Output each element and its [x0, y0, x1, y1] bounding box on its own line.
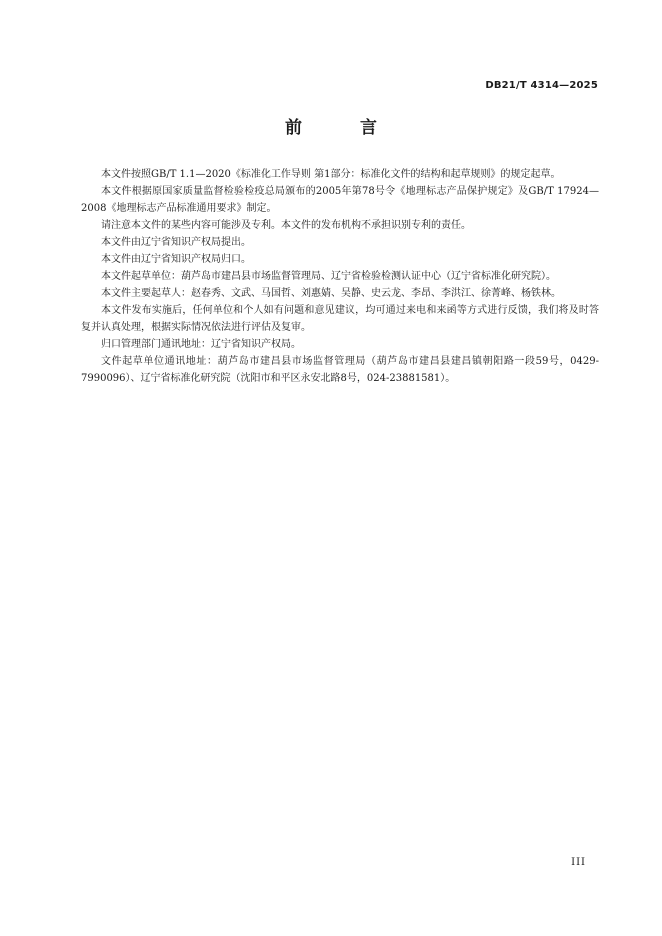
paragraph-centralized-by: 本文件由辽宁省知识产权局归口。 [101, 254, 251, 265]
paragraph-patent-notice: 请注意本文件的某些内容可能涉及专利。本文件的发布机构不承担识别专利的责任。 [101, 220, 471, 231]
paragraph-drafting-units: 本文件起草单位：葫芦岛市建昌县市场监督管理局、辽宁省检验检测认证中心（辽宁省标准化研究院）。 [101, 271, 556, 282]
paragraph-feedback: 本文件发布实施后，任何单位和个人如有问题和意见建议，均可通过来电和来函等方式进行反馈，我们将及时答复并认真处理，根据实际情况依法进行评估及复审。 [81, 305, 599, 333]
paragraph-basis: 本文件根据原国家质量监督检验检疫总局颁布的2005年第78号令《地理标志产品保护规定》及GB/T 17924—2008《地理标志产品标准通用要求》制定。 [81, 186, 599, 214]
document-code: DB21/T 4314—2025 [485, 80, 598, 91]
page-number: III [571, 857, 586, 868]
paragraph-drafters: 本文件主要起草人：赵春秀、文武、马国哲、刘惠婧、吴静、史云龙、李昂、李洪江、徐菁峰、杨铁林。 [101, 288, 561, 299]
paragraph-drafting-unit-address: 文件起草单位通讯地址：葫芦岛市建昌县市场监督管理局（葫芦岛市建昌县建昌镇朝阳路一段59号，0429-7990096）、辽宁省标准化研究院（沈阳市和平区永安北路8号，024-23881581）。 [81, 356, 599, 384]
foreword-body [81, 166, 599, 387]
paragraph-proposed-by: 本文件由辽宁省知识产权局提出。 [101, 237, 251, 248]
page-title: 前 言 [285, 118, 403, 138]
paragraph-drafting-rules: 本文件按照GB/T 1.1—2020《标准化工作导则 第1部分：标准化文件的结构和起草规则》的规定起草。 [101, 169, 561, 180]
paragraph-management-address: 归口管理部门通讯地址：辽宁省知识产权局。 [101, 339, 301, 350]
